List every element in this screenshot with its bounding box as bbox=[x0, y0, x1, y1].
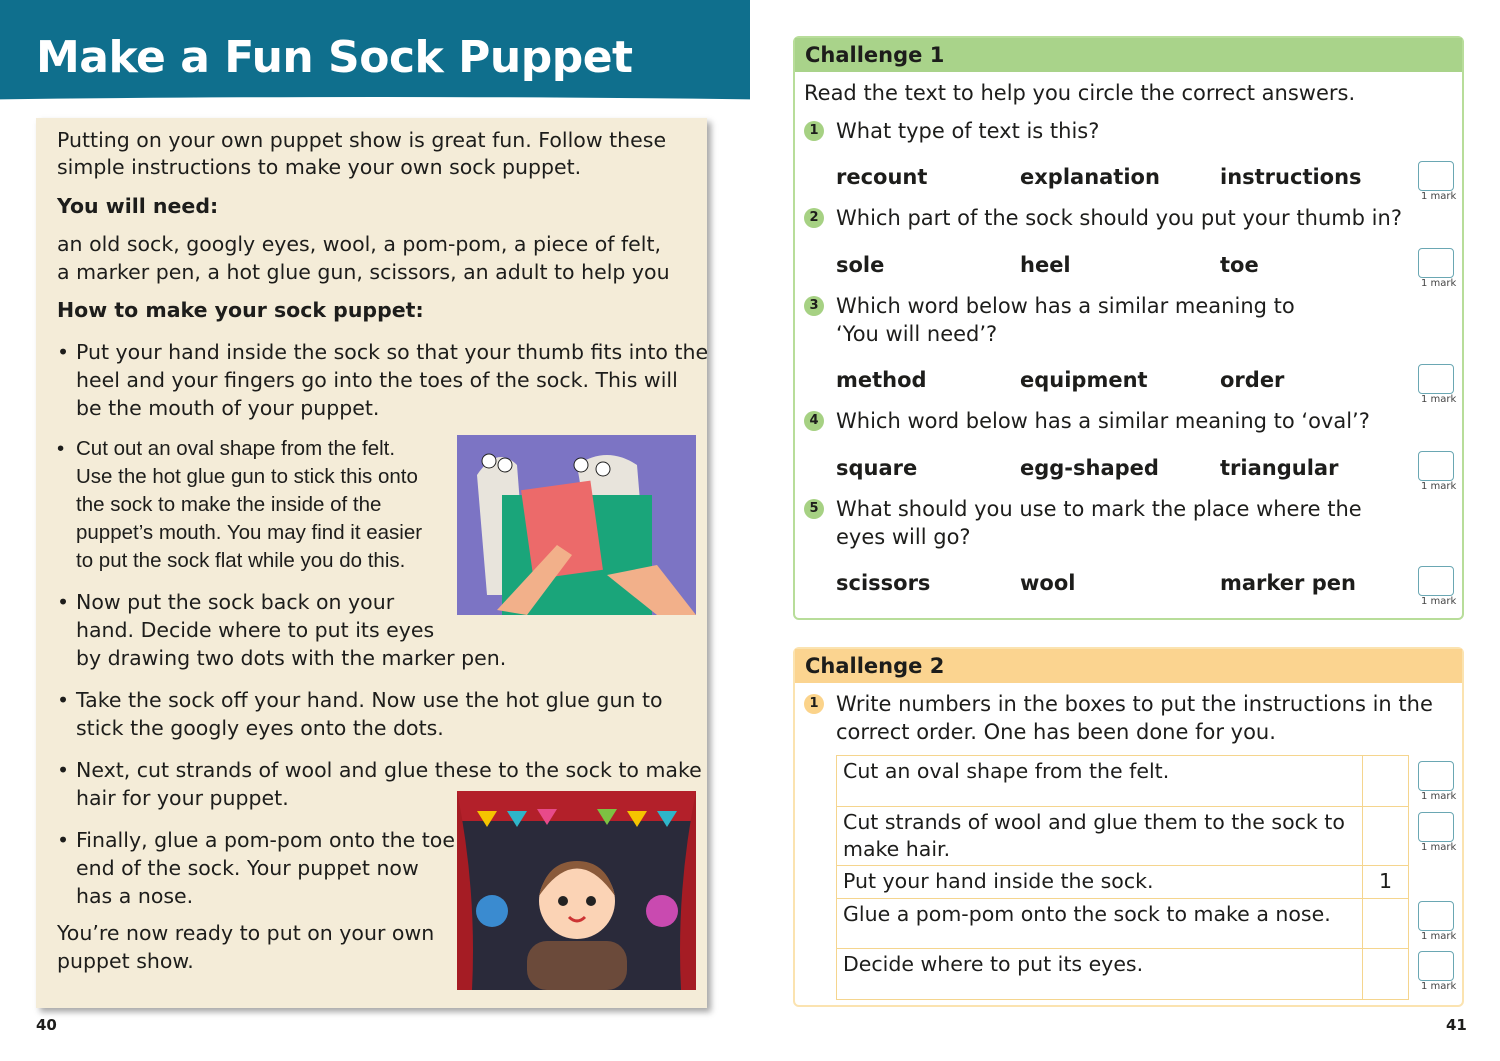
step-line: the sock to make the inside of the bbox=[76, 493, 382, 516]
step-line: end of the sock. Your puppet now bbox=[76, 856, 419, 880]
mark-label: 1 mark bbox=[1421, 481, 1457, 492]
need-line: an old sock, googly eyes, wool, a pom-pom, a piece of felt, bbox=[57, 232, 662, 256]
puppet-show-illustration bbox=[457, 791, 696, 990]
closing-line: puppet show. bbox=[57, 949, 194, 973]
page-number-right: 41 bbox=[1446, 1016, 1467, 1034]
answer-option[interactable]: toe bbox=[1220, 253, 1259, 277]
mark-label: 1 mark bbox=[1421, 596, 1457, 607]
instruction-cell bbox=[837, 949, 1363, 1000]
answer-box[interactable] bbox=[1363, 949, 1409, 1000]
question-text: eyes will go? bbox=[836, 525, 971, 549]
challenge-2-title: Challenge 2 bbox=[795, 649, 1462, 683]
answer-option[interactable]: recount bbox=[836, 165, 928, 189]
question-number-badge: 4 bbox=[804, 411, 824, 431]
instruction-text: Glue a pom-pom onto the sock to make a nose. bbox=[843, 902, 1331, 926]
need-heading: You will need: bbox=[57, 194, 219, 218]
answer-option[interactable]: instructions bbox=[1220, 165, 1362, 189]
mark-box[interactable] bbox=[1418, 364, 1454, 394]
mark-box[interactable] bbox=[1418, 161, 1454, 191]
mark-box[interactable] bbox=[1418, 451, 1454, 481]
question-text: Which word below has a similar meaning to bbox=[836, 294, 1295, 318]
answer-option[interactable]: marker pen bbox=[1220, 571, 1356, 595]
instruction-text: Decide where to put its eyes. bbox=[843, 952, 1144, 976]
answer-box[interactable] bbox=[1363, 899, 1409, 949]
challenge-2-instruction: Write numbers in the boxes to put the instructions in the bbox=[836, 692, 1433, 716]
answer-option[interactable]: equipment bbox=[1020, 368, 1148, 392]
step-line: hair for your puppet. bbox=[76, 786, 289, 810]
answer-option[interactable]: square bbox=[836, 456, 918, 480]
ordering-table bbox=[836, 755, 1409, 1000]
question-text: What type of text is this? bbox=[836, 119, 1100, 143]
step-line: be the mouth of your puppet. bbox=[76, 396, 380, 420]
answer-option[interactable]: sole bbox=[836, 253, 885, 277]
instruction-cell bbox=[837, 899, 1363, 949]
answer-option[interactable]: method bbox=[836, 368, 927, 392]
step-line: heel and your fingers go into the toes of the sock. This will bbox=[76, 368, 678, 392]
instruction-text: make hair. bbox=[843, 837, 951, 861]
challenge-2-instruction: correct order. One has been done for you. bbox=[836, 720, 1276, 744]
step-line: Use the hot glue gun to stick this onto bbox=[76, 465, 418, 488]
instruction-text: Put your hand inside the sock. bbox=[843, 869, 1154, 893]
answer-box[interactable] bbox=[1363, 756, 1409, 807]
mark-label: 1 mark bbox=[1421, 278, 1457, 289]
page-number-left: 40 bbox=[36, 1016, 57, 1034]
mark-label: 1 mark bbox=[1421, 394, 1457, 405]
instruction-cell bbox=[837, 807, 1363, 866]
question-number-badge: 2 bbox=[804, 208, 824, 228]
step-line: hand. Decide where to put its eyes bbox=[76, 618, 435, 642]
answer-box[interactable] bbox=[1363, 807, 1409, 866]
page-title: Make a Fun Sock Puppet bbox=[36, 32, 633, 83]
mark-box[interactable] bbox=[1418, 566, 1454, 596]
step-line: to put the sock flat while you do this. bbox=[76, 549, 406, 572]
question-number-badge: 1 bbox=[804, 121, 824, 141]
answer-option[interactable]: scissors bbox=[836, 571, 931, 595]
mark-label: 1 mark bbox=[1421, 842, 1457, 853]
answer-option[interactable]: order bbox=[1220, 368, 1285, 392]
question-text: Which word below has a similar meaning to ‘oval’? bbox=[836, 409, 1370, 433]
mark-box[interactable] bbox=[1418, 248, 1454, 278]
question-number-badge: 3 bbox=[804, 296, 824, 316]
intro-line: Putting on your own puppet show is great fun. Follow these bbox=[57, 128, 667, 152]
answer-box[interactable]: 1 bbox=[1363, 866, 1409, 899]
sock-puppet-craft-illustration bbox=[457, 435, 696, 615]
answer-option[interactable]: triangular bbox=[1220, 456, 1339, 480]
mark-label: 1 mark bbox=[1421, 981, 1457, 992]
answer-option[interactable]: egg-shaped bbox=[1020, 456, 1159, 480]
need-line: a marker pen, a hot glue gun, scissors, an adult to help you bbox=[57, 260, 670, 284]
step-line: stick the googly eyes onto the dots. bbox=[76, 716, 444, 740]
challenge-1-instruction: Read the text to help you circle the correct answers. bbox=[804, 81, 1356, 105]
question-text: ‘You will need’? bbox=[836, 322, 998, 346]
mark-label: 1 mark bbox=[1421, 931, 1457, 942]
closing-line: You’re now ready to put on your own bbox=[57, 921, 435, 945]
step-line: • Take the sock off your hand. Now use the hot glue gun to bbox=[76, 686, 663, 714]
answer-option[interactable]: heel bbox=[1020, 253, 1071, 277]
instruction-text: Cut an oval shape from the felt. bbox=[843, 759, 1170, 783]
mark-label: 1 mark bbox=[1421, 791, 1457, 802]
step-line: • Next, cut strands of wool and glue these to the sock to make bbox=[76, 756, 702, 784]
answer-option[interactable]: wool bbox=[1020, 571, 1076, 595]
instruction-cell bbox=[837, 866, 1363, 899]
how-heading: How to make your sock puppet: bbox=[57, 298, 424, 322]
step-line: by drawing two dots with the marker pen. bbox=[76, 646, 507, 670]
question-text: Which part of the sock should you put your thumb in? bbox=[836, 206, 1402, 230]
step-line: • Now put the sock back on your bbox=[76, 588, 394, 616]
question-text: What should you use to mark the place where the bbox=[836, 497, 1362, 521]
step-line: puppet’s mouth. You may find it easier bbox=[76, 521, 423, 544]
mark-label: 1 mark bbox=[1421, 191, 1457, 202]
instruction-text: Cut strands of wool and glue them to the sock to bbox=[843, 810, 1345, 834]
step-line: • Put your hand inside the sock so that your thumb fits into the bbox=[76, 338, 708, 366]
intro-line: simple instructions to make your own sock puppet. bbox=[57, 155, 582, 179]
step-line: • Cut out an oval shape from the felt. bbox=[76, 435, 395, 463]
step-line: has a nose. bbox=[76, 884, 194, 908]
challenge-1-title: Challenge 1 bbox=[795, 38, 1462, 72]
question-number-badge: 1 bbox=[804, 694, 824, 714]
answer-option[interactable]: explanation bbox=[1020, 165, 1160, 189]
question-number-badge: 5 bbox=[804, 499, 824, 519]
instruction-cell bbox=[837, 756, 1363, 807]
step-line: • Finally, glue a pom-pom onto the toe bbox=[76, 826, 455, 854]
